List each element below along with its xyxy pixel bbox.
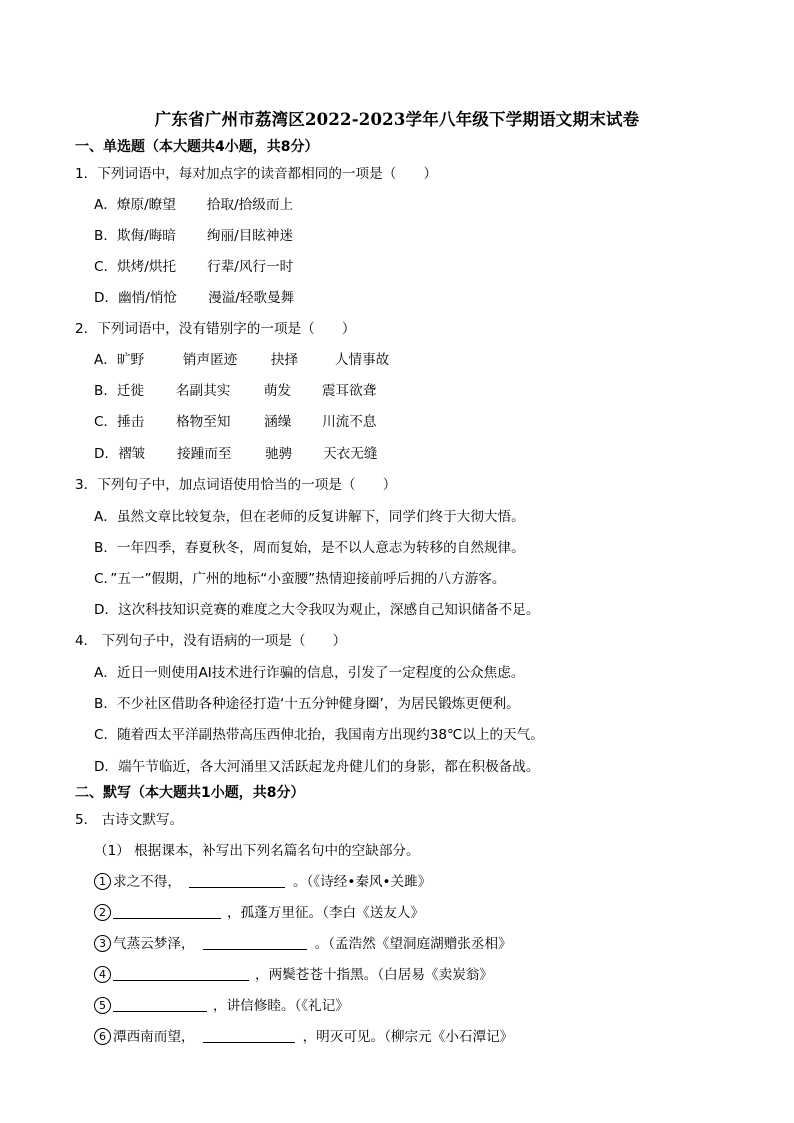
circled-number: 4 xyxy=(94,966,111,983)
circled-number: 6 xyxy=(94,1028,111,1045)
answer-blank[interactable] xyxy=(113,997,207,1012)
answer-blank[interactable] xyxy=(113,904,221,919)
option-word: 驰骋 xyxy=(265,446,293,462)
question-2-option-d xyxy=(94,445,377,463)
question-5-stem: 5． 古诗文默写。 xyxy=(75,812,184,828)
option-letter: D． xyxy=(94,290,119,306)
option-word: 震耳欲聋 xyxy=(321,383,377,399)
answer-blank[interactable] xyxy=(203,935,307,950)
question-1-option-a xyxy=(94,196,293,214)
option-word: 天衣无缝 xyxy=(323,446,378,462)
option-word: 褶皱 xyxy=(118,446,146,462)
question-5-sub-1: （1） 根据课本，补写出下列名篇名句中的空缺部分。 xyxy=(94,843,420,859)
option-word: 销声匿迹 xyxy=(182,352,238,368)
option-letter: D． xyxy=(94,446,119,462)
option-letter: B． xyxy=(94,228,117,244)
option-letter: B． xyxy=(94,383,117,399)
question-3-option-b: B．一年四季，春夏秋冬，周而复始，是不以人意志为转移的自然规律。 xyxy=(94,540,525,556)
question-2-option-a xyxy=(94,351,389,369)
fill-text: ，讲信修睦。（《礼记》 xyxy=(213,998,349,1014)
section-heading-single-choice: 一、单选题（本大题共4小题，共8分） xyxy=(75,139,319,155)
option-word: 川流不息 xyxy=(322,414,377,430)
answer-blank[interactable] xyxy=(203,1028,295,1043)
fill-text: ，两鬓苍苍十指黑。（白居易《卖炭翁》 xyxy=(255,967,493,983)
option-word: 拾取/拾级而上 xyxy=(206,197,294,213)
question-3-option-c: C．”五一”假期，广州的地标“小蛮腰”热情迎接前呼后拥的八方游客。 xyxy=(94,571,506,587)
option-word: 人情事故 xyxy=(334,352,390,368)
question-3-stem: 3．下列句子中，加点词语使用恰当的一项是（ ） xyxy=(75,477,397,493)
fill-item-3 xyxy=(94,935,512,953)
option-word: 幽悄/悄怆 xyxy=(118,290,178,306)
question-4-option-a: A．近日一则使用AI技术进行诈骗的信息，引发了一定程度的公众焦虑。 xyxy=(94,665,525,681)
option-letter: C． xyxy=(94,259,118,275)
fill-text: 。（《诗经•秦风•关雎》 xyxy=(292,874,432,890)
option-letter: A． xyxy=(94,352,117,368)
option-word: 绚丽/目眩神迷 xyxy=(206,228,294,244)
option-word: 萌发 xyxy=(263,383,292,399)
circled-number: 2 xyxy=(94,904,111,921)
fill-item-1 xyxy=(94,873,431,891)
option-word: 涵缲 xyxy=(264,414,292,430)
circled-number: 3 xyxy=(94,935,111,952)
question-1-option-c xyxy=(94,258,293,276)
question-2-stem: 2．下列词语中，没有错别字的一项是（ ） xyxy=(75,321,356,337)
question-2-option-c xyxy=(94,413,376,431)
option-word: 接踵而至 xyxy=(177,446,232,462)
question-1-option-b xyxy=(94,227,293,245)
question-4-option-b: B．不少社区借助各种途径打造‘十五分钟健身圈’，为居民锻炼更便利。 xyxy=(94,696,520,712)
option-letter: A． xyxy=(94,197,117,213)
page-title: 广东省广州市荔湾区2022-2023学年八年级下学期语文期末试卷 xyxy=(154,110,640,129)
fill-item-4 xyxy=(94,966,493,984)
option-word: 燎原/瞭望 xyxy=(116,197,176,213)
fill-item-2 xyxy=(94,904,424,922)
question-4-option-c: C．随着西太平洋副热带高压西伸北抬，我国南方出现约38℃以上的天气。 xyxy=(94,727,544,743)
option-word: 欺侮/晦暗 xyxy=(116,228,176,244)
question-4-option-d: D．端午节临近，各大河涌里又活跃起龙舟健儿们的身影，都在积极备战。 xyxy=(94,759,540,775)
fill-text: ，明灭可见。（柳宗元《小石潭记》 xyxy=(302,1029,514,1045)
option-word: 迁徙 xyxy=(116,383,145,399)
fill-text: 潭西南而望， xyxy=(113,1029,195,1045)
option-word: 名副其实 xyxy=(175,383,231,399)
answer-blank[interactable] xyxy=(113,966,249,981)
answer-blank[interactable] xyxy=(189,873,285,888)
option-word: 行辈/风行一时 xyxy=(207,259,294,275)
question-4-stem: 4． 下列句子中，没有语病的一项是（ ） xyxy=(75,633,347,649)
question-3-option-a: A．虽然文章比较复杂，但在老师的反复讲解下，同学们终于大彻大悟。 xyxy=(94,509,525,525)
fill-text: 。（孟浩然《望洞庭湖赠张丞相》 xyxy=(314,936,512,952)
section-heading-dictation: 二、默写（本大题共1小题，共8分） xyxy=(75,785,305,801)
option-letter: C． xyxy=(94,414,118,430)
option-word: 捶击 xyxy=(117,414,145,430)
option-word: 漫溢/轻歌曼舞 xyxy=(208,290,295,306)
fill-text: 求之不得， xyxy=(113,874,181,890)
fill-text: 气蒸云梦泽， xyxy=(113,936,195,952)
option-word: 抉择 xyxy=(270,352,299,368)
option-word: 旷野 xyxy=(116,352,145,368)
option-word: 格物至知 xyxy=(176,414,231,430)
question-2-option-b xyxy=(94,382,376,400)
fill-text: ，孤蓬万里征。（李白《送友人》 xyxy=(227,905,425,921)
circled-number: 1 xyxy=(94,873,111,890)
fill-item-6 xyxy=(94,1028,513,1046)
question-3-option-d: D．这次科技知识竞赛的难度之大令我叹为观止，深感自己知识储备不足。 xyxy=(94,602,540,618)
question-1-option-d xyxy=(94,289,294,307)
option-word: 烘烤/烘托 xyxy=(117,259,177,275)
circled-number: 5 xyxy=(94,997,111,1014)
question-1-stem: 1．下列词语中，每对加点字的读音都相同的一项是（ ） xyxy=(75,166,438,182)
fill-item-5 xyxy=(94,997,349,1015)
